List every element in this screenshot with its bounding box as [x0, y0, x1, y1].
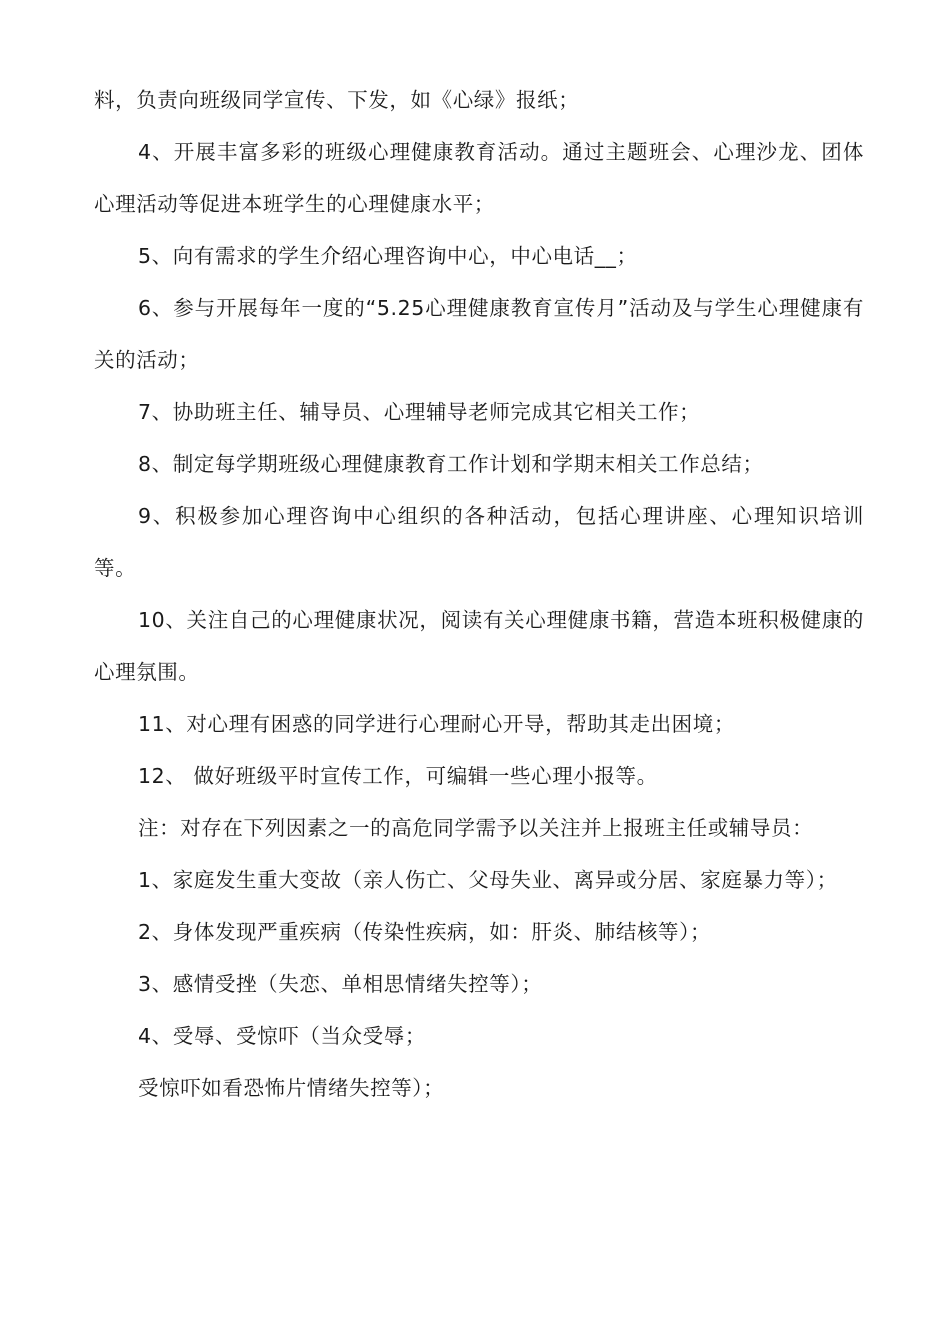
paragraph-item-4: 4、开展丰富多彩的班级心理健康教育活动。通过主题班会、心理沙龙、团体心理活动等促进本班学生的心理健康水平； [94, 140, 864, 216]
paragraph-item-10: 10、关注自己的心理健康状况，阅读有关心理健康书籍，营造本班积极健康的心理氛围。 [94, 608, 864, 684]
paragraph-item-12: 12、 做好班级平时宣传工作，可编辑一些心理小报等。 [138, 764, 658, 788]
paragraph-risk-2: 2、身体发现严重疾病（传染性疾病，如：肝炎、肺结核等）； [138, 920, 712, 944]
paragraph-risk-1: 1、家庭发生重大变故（亲人伤亡、父母失业、离异或分居、家庭暴力等）； [138, 868, 838, 892]
paragraph-risk-4: 4、受辱、受惊吓（当众受辱； [138, 1024, 426, 1048]
paragraph-item-6: 6、参与开展每年一度的“5.25心理健康教育宣传月”活动及与学生心理健康有关的活动； [94, 296, 864, 372]
paragraph-item-9: 9、积极参加心理咨询中心组织的各种活动，包括心理讲座、心理知识培训等。 [94, 504, 864, 580]
paragraph-item-11: 11、对心理有困惑的同学进行心理耐心开导，帮助其走出困境； [138, 712, 735, 736]
paragraph-risk-4-continued: 受惊吓如看恐怖片情绪失控等）； [138, 1076, 445, 1100]
document-body [94, 74, 864, 1114]
paragraph-item-5: 5、向有需求的学生介绍心理咨询中心，中心电话__； [138, 244, 638, 268]
paragraph-item-8: 8、制定每学期班级心理健康教育工作计划和学期末相关工作总结； [138, 452, 764, 476]
paragraph-risk-3: 3、感情受挫（失恋、单相思情绪失控等）； [138, 972, 543, 996]
paragraph-note: 注：对存在下列因素之一的高危同学需予以关注并上报班主任或辅导员： [138, 816, 814, 840]
paragraph-item-7: 7、协助班主任、辅导员、心理辅导老师完成其它相关工作； [138, 400, 701, 424]
paragraph-continuation: 料，负责向班级同学宣传、下发，如《心绿》报纸； [94, 88, 580, 112]
